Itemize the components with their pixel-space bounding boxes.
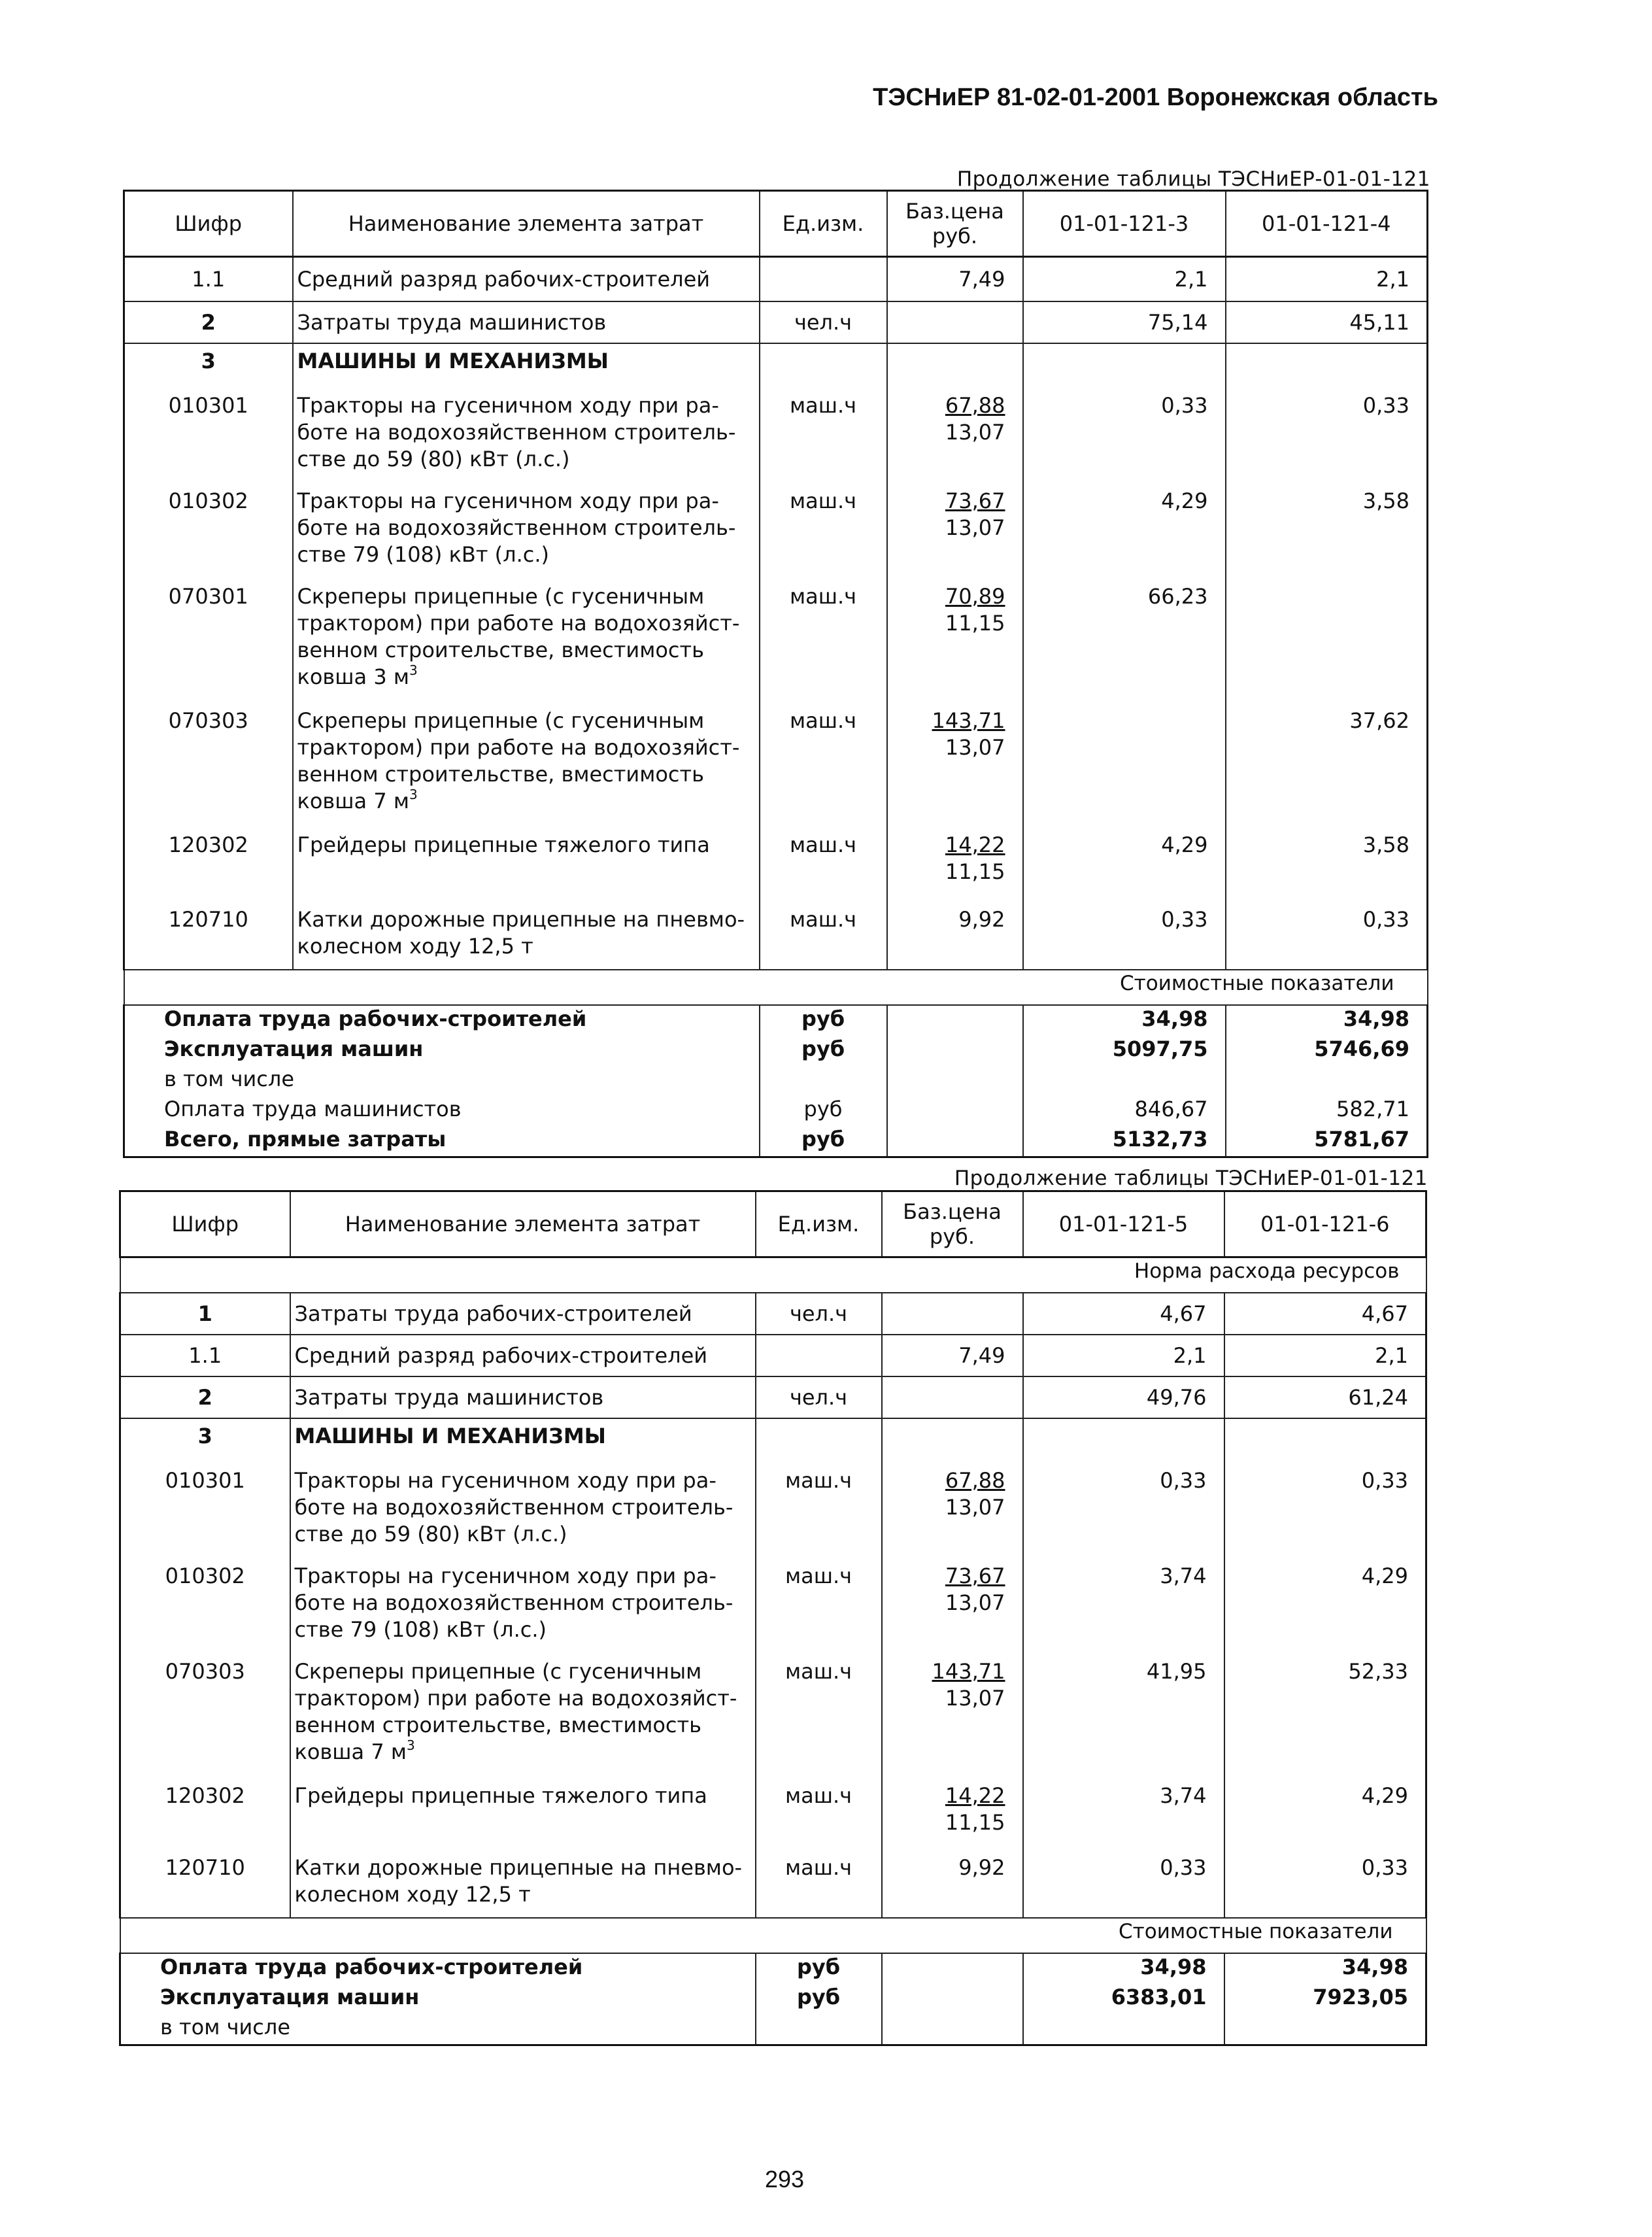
row-base-price bbox=[887, 257, 1023, 302]
row-name-text: Затраты труда машинистов bbox=[294, 1384, 604, 1410]
cost-empty bbox=[887, 1066, 1023, 1096]
row-unit: маш.ч bbox=[760, 828, 887, 902]
row-name bbox=[290, 1559, 756, 1654]
row-name-text: Тракторы на гусеничном ходу при ра-боте на водохозяйственном строитель-стве 79 (108) кВт (л.с.) bbox=[297, 488, 736, 567]
row-name bbox=[290, 1335, 756, 1376]
cost-unit bbox=[756, 2014, 882, 2045]
row-value-a: 2,1 bbox=[1023, 257, 1226, 302]
cost-row bbox=[120, 1984, 1426, 2014]
table-row bbox=[120, 1293, 1426, 1335]
row-value-b: 0,33 bbox=[1224, 1463, 1426, 1559]
cost-row bbox=[124, 1096, 1428, 1126]
resource-norm-band: Норма расхода ресурсов bbox=[120, 1257, 1426, 1293]
cost-row bbox=[120, 1953, 1426, 1984]
row-name-text: Тракторы на гусеничном ходу при ра-боте на водохозяйственном строитель-стве до 59 (80) кВт (л.с.) bbox=[297, 393, 736, 471]
table1-caption bbox=[784, 167, 1430, 191]
row-base-price-bottom: 11,15 bbox=[945, 859, 1005, 884]
row-value-a: 49,76 bbox=[1023, 1376, 1224, 1418]
row-base-price bbox=[882, 1654, 1023, 1779]
row-unit: маш.ч bbox=[756, 1851, 882, 1918]
cost-empty bbox=[887, 1036, 1023, 1066]
row-value-a: 4,29 bbox=[1023, 484, 1226, 579]
row-value-b: 4,67 bbox=[1224, 1293, 1426, 1335]
row-base-price bbox=[887, 388, 1023, 484]
row-value-a: 4,67 bbox=[1023, 1293, 1224, 1335]
row-cipher: 3 bbox=[120, 1418, 290, 1463]
row-base-price-bottom: 7,49 bbox=[958, 1342, 1005, 1368]
cost-value-b: 34,98 bbox=[1226, 1005, 1428, 1036]
row-value-b: 3,58 bbox=[1226, 484, 1428, 579]
row-value-a: 0,33 bbox=[1023, 388, 1226, 484]
table2-caption-ref: ТЭСНиЕР-01-01-121 bbox=[1215, 1167, 1428, 1190]
row-name bbox=[293, 257, 760, 302]
cost-label: в том числе bbox=[120, 2014, 756, 2045]
cost-value-a: 5097,75 bbox=[1023, 1036, 1226, 1066]
table-row bbox=[120, 1559, 1426, 1654]
row-base-price bbox=[887, 579, 1023, 704]
cost-empty bbox=[887, 1096, 1023, 1126]
cost-unit: руб bbox=[756, 1984, 882, 2014]
header-base-price-line2: руб. bbox=[929, 1224, 975, 1249]
row-name bbox=[293, 704, 760, 828]
row-base-price bbox=[882, 1335, 1023, 1376]
row-base-price-bottom: 9,92 bbox=[958, 907, 1005, 932]
row-value-a bbox=[1023, 704, 1226, 828]
row-value-b bbox=[1226, 343, 1428, 388]
row-base-price bbox=[887, 343, 1023, 388]
cost-value-b bbox=[1226, 1066, 1428, 1096]
cost-value-b: 582,71 bbox=[1226, 1096, 1428, 1126]
row-base-price-top: 67,88 bbox=[945, 1468, 1005, 1493]
row-cipher: 120710 bbox=[124, 902, 293, 970]
row-name-text: Катки дорожные прицепные на пневмо-колесном ходу 12,5 т bbox=[294, 1855, 743, 1907]
row-name bbox=[293, 343, 760, 388]
row-value-a bbox=[1023, 1418, 1224, 1463]
row-name-text: МАШИНЫ И МЕХАНИЗМЫ bbox=[297, 349, 609, 373]
row-cipher: 010301 bbox=[124, 388, 293, 484]
cost-unit: руб bbox=[760, 1036, 887, 1066]
row-name-text: Катки дорожные прицепные на пневмо-колесном ходу 12,5 т bbox=[297, 907, 745, 959]
row-base-price-bottom: 13,07 bbox=[945, 735, 1005, 760]
row-unit: маш.ч bbox=[760, 704, 887, 828]
row-value-b: 37,62 bbox=[1226, 704, 1428, 828]
cost-label: Эксплуатация машин bbox=[120, 1984, 756, 2014]
header-unit: Ед.изм. bbox=[756, 1191, 882, 1257]
row-name-text: Скреперы прицепные (с гусеничным трактором) при работе на водохозяйст-венном строительстве, вместимость ковша 7 м bbox=[294, 1659, 737, 1764]
header-column-b: 01-01-121-4 bbox=[1226, 191, 1428, 257]
cost-label: Оплата труда машинистов bbox=[124, 1096, 760, 1126]
row-value-b: 2,1 bbox=[1224, 1335, 1426, 1376]
row-name-text: Затраты труда машинистов bbox=[297, 309, 607, 335]
table-row bbox=[120, 1418, 1426, 1463]
row-name-text: Грейдеры прицепные тяжелого типа bbox=[294, 1783, 707, 1808]
row-cipher: 010302 bbox=[120, 1559, 290, 1654]
cost-value-a bbox=[1023, 2014, 1224, 2045]
table2-caption-prefix: Продолжение таблицы bbox=[954, 1167, 1216, 1190]
row-name-text: Скреперы прицепные (с гусеничным трактором) при работе на водохозяйст-венном строительстве, вместимость ковша 7 м bbox=[297, 708, 740, 813]
cost-label: Оплата труда рабочих-строителей bbox=[120, 1953, 756, 1984]
cost-empty bbox=[882, 1984, 1023, 2014]
row-value-b: 2,1 bbox=[1226, 257, 1428, 302]
row-value-a: 75,14 bbox=[1023, 301, 1226, 343]
table-row bbox=[124, 257, 1428, 302]
row-value-a: 0,33 bbox=[1023, 902, 1226, 970]
row-cipher: 2 bbox=[120, 1376, 290, 1418]
row-value-b: 0,33 bbox=[1224, 1851, 1426, 1918]
row-name-superscript: 3 bbox=[407, 1737, 415, 1753]
header-base-price-line1: Баз.цена bbox=[905, 199, 1004, 224]
row-base-price-bottom: 11,15 bbox=[945, 611, 1005, 636]
cost-value-b: 7923,05 bbox=[1224, 1984, 1426, 2014]
table2-caption bbox=[782, 1167, 1428, 1190]
row-unit: маш.ч bbox=[756, 1463, 882, 1559]
cost-row bbox=[124, 1036, 1428, 1066]
row-name-text: Грейдеры прицепные тяжелого типа bbox=[297, 832, 710, 857]
table-row bbox=[124, 902, 1428, 970]
table-row bbox=[120, 1376, 1426, 1418]
row-name-text: Затраты труда рабочих-строителей bbox=[294, 1301, 692, 1326]
row-unit: маш.ч bbox=[760, 484, 887, 579]
row-value-a: 0,33 bbox=[1023, 1463, 1224, 1559]
row-value-b: 4,29 bbox=[1224, 1559, 1426, 1654]
cost-label: Оплата труда рабочих-строителей bbox=[124, 1005, 760, 1036]
row-value-a: 3,74 bbox=[1023, 1559, 1224, 1654]
row-value-b: 0,33 bbox=[1226, 902, 1428, 970]
header-cipher: Шифр bbox=[124, 191, 293, 257]
row-name bbox=[293, 484, 760, 579]
row-value-b bbox=[1226, 579, 1428, 704]
header-column-a: 01-01-121-3 bbox=[1023, 191, 1226, 257]
row-base-price bbox=[882, 1418, 1023, 1463]
norm-table-2 bbox=[119, 1190, 1427, 2046]
row-base-price-bottom: 13,07 bbox=[945, 1686, 1005, 1711]
row-cipher: 070301 bbox=[124, 579, 293, 704]
row-base-price-bottom: 11,15 bbox=[945, 1810, 1005, 1835]
row-name bbox=[290, 1376, 756, 1418]
row-name-superscript: 3 bbox=[409, 787, 418, 802]
row-unit: маш.ч bbox=[760, 388, 887, 484]
row-value-a: 2,1 bbox=[1023, 1335, 1224, 1376]
row-name-text: Тракторы на гусеничном ходу при ра-боте на водохозяйственном строитель-стве до 59 (80) кВт (л.с.) bbox=[294, 1468, 733, 1546]
cost-indicators-band: Стоимостные показатели bbox=[124, 970, 1428, 1005]
cost-unit bbox=[760, 1066, 887, 1096]
header-base-price-line1: Баз.цена bbox=[903, 1199, 1002, 1224]
row-name-superscript: 3 bbox=[409, 662, 418, 678]
row-name bbox=[290, 1293, 756, 1335]
row-cipher: 120710 bbox=[120, 1851, 290, 1918]
row-base-price bbox=[882, 1293, 1023, 1335]
row-value-a bbox=[1023, 343, 1226, 388]
row-value-a: 41,95 bbox=[1023, 1654, 1224, 1779]
row-base-price-top: 70,89 bbox=[945, 584, 1005, 609]
row-cipher: 010301 bbox=[120, 1463, 290, 1559]
cost-value-a: 5132,73 bbox=[1023, 1126, 1226, 1157]
row-cipher: 070303 bbox=[124, 704, 293, 828]
cost-label: Всего, прямые затраты bbox=[124, 1126, 760, 1157]
table-row bbox=[120, 1463, 1426, 1559]
row-name bbox=[293, 301, 760, 343]
row-base-price-top: 67,88 bbox=[945, 393, 1005, 418]
row-base-price bbox=[887, 704, 1023, 828]
cost-value-b bbox=[1224, 2014, 1426, 2045]
row-value-b: 3,58 bbox=[1226, 828, 1428, 902]
row-value-a: 66,23 bbox=[1023, 579, 1226, 704]
row-value-b: 45,11 bbox=[1226, 301, 1428, 343]
cost-value-a: 846,67 bbox=[1023, 1096, 1226, 1126]
row-base-price-bottom: 13,07 bbox=[945, 515, 1005, 540]
row-base-price-top: 143,71 bbox=[932, 1659, 1005, 1684]
cost-row bbox=[124, 1066, 1428, 1096]
row-base-price-top: 143,71 bbox=[932, 708, 1005, 733]
row-name-text: МАШИНЫ И МЕХАНИЗМЫ bbox=[294, 1424, 606, 1448]
row-base-price bbox=[882, 1851, 1023, 1918]
page-header-title: ТЭСНиЕР 81-02-01-2001 Воронежская область bbox=[873, 84, 1438, 111]
row-unit: маш.ч bbox=[756, 1654, 882, 1779]
header-column-b: 01-01-121-6 bbox=[1224, 1191, 1426, 1257]
row-cipher: 070303 bbox=[120, 1654, 290, 1779]
table-row bbox=[124, 484, 1428, 579]
cost-empty bbox=[887, 1126, 1023, 1157]
row-name bbox=[293, 828, 760, 902]
row-name-text: Тракторы на гусеничном ходу при ра-боте на водохозяйственном строитель-стве 79 (108) кВт (л.с.) bbox=[294, 1563, 733, 1642]
row-name bbox=[290, 1418, 756, 1463]
row-value-b: 61,24 bbox=[1224, 1376, 1426, 1418]
row-base-price-top: 14,22 bbox=[945, 832, 1005, 857]
row-cipher: 1 bbox=[120, 1293, 290, 1335]
row-unit: маш.ч bbox=[756, 1559, 882, 1654]
row-base-price-top: 73,67 bbox=[945, 488, 1005, 513]
row-unit: чел.ч bbox=[756, 1376, 882, 1418]
row-cipher: 1.1 bbox=[120, 1335, 290, 1376]
row-base-price bbox=[887, 484, 1023, 579]
row-name-text: Скреперы прицепные (с гусеничным трактором) при работе на водохозяйст-венном строительстве, вместимость ковша 3 м bbox=[297, 584, 740, 689]
table1-caption-ref: ТЭСНиЕР-01-01-121 bbox=[1218, 167, 1430, 191]
header-name: Наименование элемента затрат bbox=[290, 1191, 756, 1257]
cost-unit: руб bbox=[760, 1126, 887, 1157]
row-base-price bbox=[882, 1376, 1023, 1418]
table-row bbox=[120, 1654, 1426, 1779]
row-name bbox=[293, 902, 760, 970]
table-row bbox=[124, 343, 1428, 388]
header-column-a: 01-01-121-5 bbox=[1023, 1191, 1224, 1257]
row-cipher: 120302 bbox=[120, 1779, 290, 1851]
row-cipher: 3 bbox=[124, 343, 293, 388]
row-value-a: 0,33 bbox=[1023, 1851, 1224, 1918]
row-base-price-bottom: 13,07 bbox=[945, 1590, 1005, 1615]
header-name: Наименование элемента затрат bbox=[293, 191, 760, 257]
header-base-price bbox=[882, 1191, 1023, 1257]
row-value-a: 4,29 bbox=[1023, 828, 1226, 902]
row-value-b: 4,29 bbox=[1224, 1779, 1426, 1851]
row-base-price-bottom: 9,92 bbox=[958, 1855, 1005, 1880]
table-row bbox=[120, 1851, 1426, 1918]
cost-value-a: 34,98 bbox=[1023, 1953, 1224, 1984]
row-base-price-bottom: 7,49 bbox=[958, 266, 1005, 292]
table-row bbox=[124, 388, 1428, 484]
cost-label: Эксплуатация машин bbox=[124, 1036, 760, 1066]
cost-empty bbox=[887, 1005, 1023, 1036]
cost-row bbox=[124, 1126, 1428, 1157]
table-row bbox=[124, 704, 1428, 828]
row-unit: чел.ч bbox=[756, 1293, 882, 1335]
row-name bbox=[290, 1851, 756, 1918]
cost-value-b: 5746,69 bbox=[1226, 1036, 1428, 1066]
row-cipher: 120302 bbox=[124, 828, 293, 902]
cost-empty bbox=[882, 1953, 1023, 1984]
row-base-price bbox=[882, 1779, 1023, 1851]
row-unit bbox=[760, 343, 887, 388]
cost-indicators-band: Стоимостные показатели bbox=[120, 1918, 1426, 1953]
row-base-price-top: 73,67 bbox=[945, 1563, 1005, 1588]
cost-unit: руб bbox=[756, 1953, 882, 1984]
table-row bbox=[124, 828, 1428, 902]
row-name-text: Средний разряд рабочих-строителей bbox=[297, 266, 711, 292]
row-base-price bbox=[887, 828, 1023, 902]
table1-caption-prefix: Продолжение таблицы bbox=[956, 167, 1219, 191]
row-name-text: Средний разряд рабочих-строителей bbox=[294, 1342, 708, 1368]
row-cipher: 010302 bbox=[124, 484, 293, 579]
row-name bbox=[290, 1654, 756, 1779]
row-unit: маш.ч bbox=[760, 579, 887, 704]
cost-value-a: 6383,01 bbox=[1023, 1984, 1224, 2014]
row-base-price-top: 14,22 bbox=[945, 1783, 1005, 1808]
cost-unit: руб bbox=[760, 1096, 887, 1126]
row-value-a: 3,74 bbox=[1023, 1779, 1224, 1851]
row-cipher: 2 bbox=[124, 301, 293, 343]
table-row bbox=[120, 1335, 1426, 1376]
row-unit bbox=[756, 1418, 882, 1463]
header-base-price-line2: руб. bbox=[932, 224, 978, 248]
row-name bbox=[293, 579, 760, 704]
row-base-price bbox=[882, 1559, 1023, 1654]
cost-value-a bbox=[1023, 1066, 1226, 1096]
cost-value-b: 5781,67 bbox=[1226, 1126, 1428, 1157]
row-unit bbox=[760, 257, 887, 302]
page-number: 293 bbox=[764, 2166, 805, 2193]
row-name bbox=[290, 1463, 756, 1559]
row-value-b: 52,33 bbox=[1224, 1654, 1426, 1779]
table-row bbox=[124, 579, 1428, 704]
row-name bbox=[290, 1779, 756, 1851]
row-value-b bbox=[1224, 1418, 1426, 1463]
norm-table-1 bbox=[123, 190, 1428, 1158]
cost-empty bbox=[882, 2014, 1023, 2045]
cost-value-b: 34,98 bbox=[1224, 1953, 1426, 1984]
cost-unit: руб bbox=[760, 1005, 887, 1036]
cost-row bbox=[124, 1005, 1428, 1036]
row-base-price-bottom: 13,07 bbox=[945, 1495, 1005, 1520]
row-unit: маш.ч bbox=[756, 1779, 882, 1851]
row-cipher: 1.1 bbox=[124, 257, 293, 302]
cost-row bbox=[120, 2014, 1426, 2045]
row-name bbox=[293, 388, 760, 484]
header-cipher: Шифр bbox=[120, 1191, 290, 1257]
cost-value-a: 34,98 bbox=[1023, 1005, 1226, 1036]
row-unit: чел.ч bbox=[760, 301, 887, 343]
row-unit bbox=[756, 1335, 882, 1376]
row-base-price bbox=[887, 902, 1023, 970]
cost-label: в том числе bbox=[124, 1066, 760, 1096]
row-unit: маш.ч bbox=[760, 902, 887, 970]
row-base-price bbox=[887, 301, 1023, 343]
row-base-price-bottom: 13,07 bbox=[945, 420, 1005, 445]
header-base-price bbox=[887, 191, 1023, 257]
header-unit: Ед.изм. bbox=[760, 191, 887, 257]
row-base-price bbox=[882, 1463, 1023, 1559]
table-row bbox=[120, 1779, 1426, 1851]
row-value-b: 0,33 bbox=[1226, 388, 1428, 484]
table-row bbox=[124, 301, 1428, 343]
